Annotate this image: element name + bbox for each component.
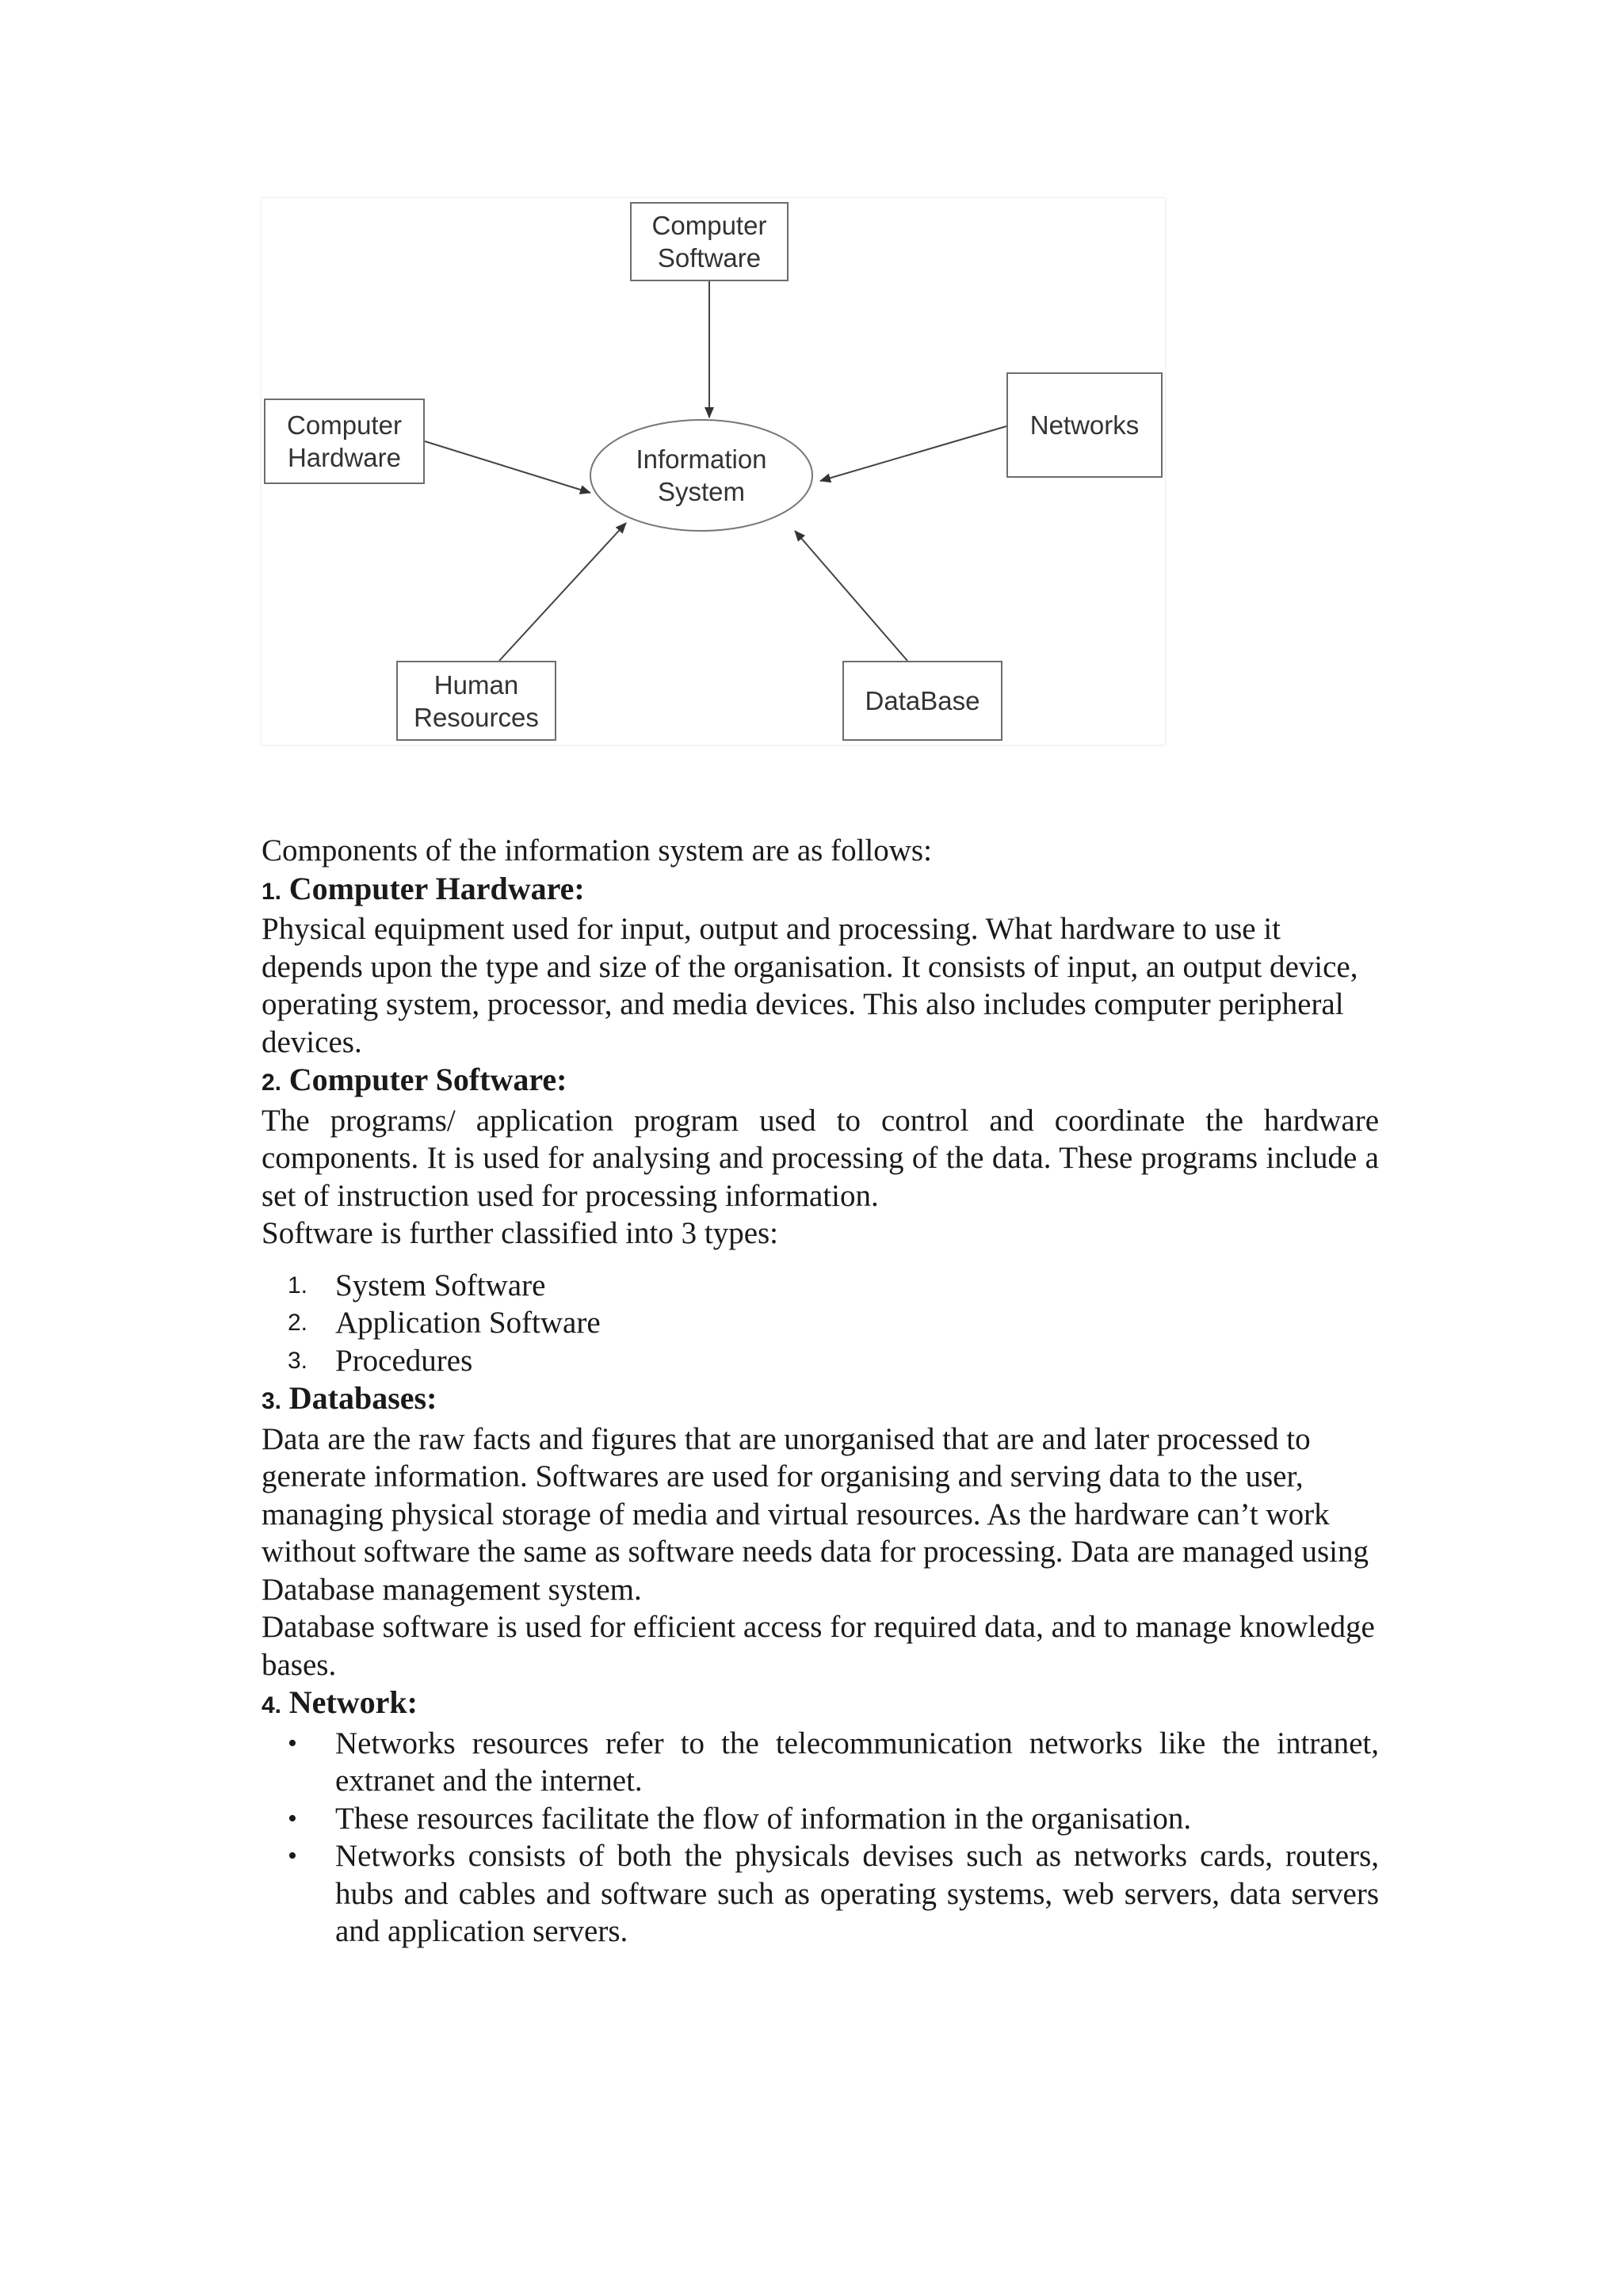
section-title: Computer Hardware: [288, 870, 585, 906]
list-number: 3. [288, 1347, 308, 1374]
intro-paragraph: Components of the information system are as follows: [262, 833, 932, 868]
node-label-line: Hardware [287, 443, 402, 472]
node-networks [1006, 372, 1163, 478]
arrow-database-to-center [795, 531, 907, 661]
section-number: 2. [262, 1070, 282, 1096]
list-item [262, 1304, 1379, 1342]
section-heading-network [262, 1684, 1379, 1725]
node-label-line: Resources [414, 702, 539, 732]
node-database [842, 661, 1002, 741]
section-title: Databases: [288, 1380, 437, 1416]
node-label-line: Information [636, 444, 767, 474]
list-number: 1. [288, 1272, 308, 1299]
section-title: Network: [288, 1684, 418, 1720]
bullet-item: • Networks consists of both the physicals devises such as networks cards, routers, hubs and cables and software such as operating systems, web servers, data servers and application servers. [262, 1837, 1379, 1951]
section-body-software: The programs/ application program used to control and coordinate the hardware components. It is used for analysing and processing of the data. These programs include a set of instruction used for processing information. [262, 1103, 1379, 1213]
bullet-item: • Networks resources refer to the telecommunication networks like the intranet, extranet and the internet. [262, 1725, 1379, 1800]
arrow-hardware-to-center [425, 441, 590, 493]
node-label-line: Computer [651, 211, 767, 240]
document-body [262, 832, 1379, 1951]
section-body-hardware: Physical equipment used for input, output and processing. What hardware to use it depends upon the type and size of the organisation. It consists of input, an output device, operating system, processor, and media devices. This also includes computer peripheral devices. [262, 912, 1358, 1059]
list-item [262, 1267, 1379, 1305]
arrow-networks-to-center [820, 426, 1006, 481]
bullet-item: • These resources facilitate the flow of information in the organisation. [262, 1800, 1379, 1838]
node-label-line: System [657, 477, 746, 506]
list-item [262, 1342, 1379, 1380]
node-label-line: Networks [1029, 410, 1140, 440]
section-heading-databases [262, 1379, 1379, 1421]
node-label-line: DataBase [865, 686, 980, 715]
list-item-text: Procedures [335, 1343, 473, 1378]
node-computer-hardware [264, 399, 425, 484]
software-types-list [262, 1267, 1379, 1380]
network-bullet-list [262, 1725, 1379, 1951]
information-system-diagram [262, 198, 1165, 745]
node-computer-software [630, 202, 789, 281]
section-number: 4. [262, 1692, 282, 1718]
list-number: 2. [288, 1310, 308, 1336]
node-label-line: Software [657, 243, 762, 273]
node-information-system [590, 420, 812, 531]
section-body-databases-2: Database software is used for efficient access for required data, and to manage knowledge bases. [262, 1610, 1375, 1682]
list-item-text: Application Software [335, 1306, 601, 1340]
section-number: 3. [262, 1388, 282, 1414]
list-item-text: System Software [335, 1268, 546, 1302]
section-body-databases: Data are the raw facts and figures that are unorganised that are and later processed to generate information. Softwares are used for organising and serving data to the user, managing physical storage of media and virtual resources. As the hardware can’t work without software the same as software needs data for processing. Data are managed using Database management system. [262, 1421, 1369, 1607]
node-human-resources [396, 661, 556, 741]
node-label-line: Human [433, 669, 519, 700]
section-heading-software [262, 1061, 1379, 1102]
section-heading-hardware [262, 870, 1379, 911]
section-number: 1. [262, 878, 282, 905]
node-label-line: Computer [287, 410, 402, 440]
software-types-intro: Software is further classified into 3 types: [262, 1216, 779, 1250]
arrow-human-to-center [499, 523, 626, 661]
section-title: Computer Software: [288, 1062, 567, 1097]
